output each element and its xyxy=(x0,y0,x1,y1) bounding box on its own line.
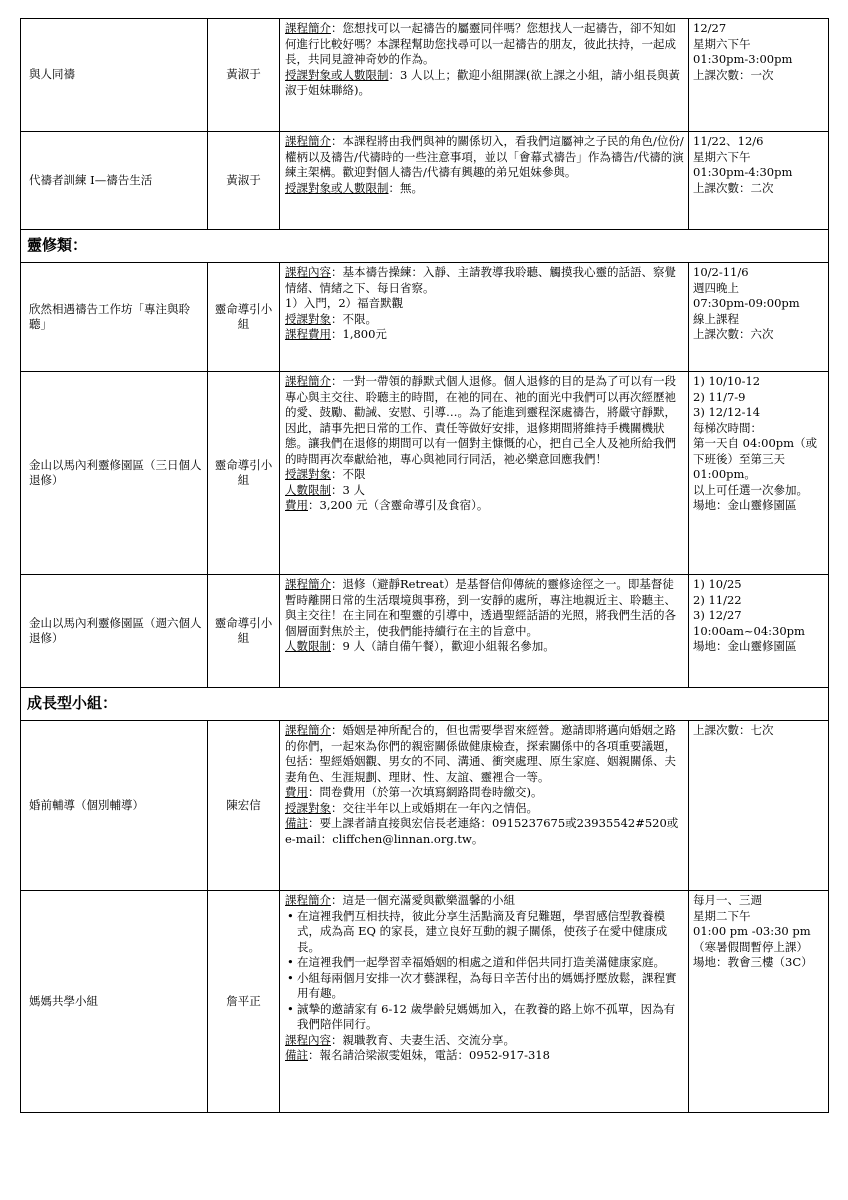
field-label: 課程簡介 xyxy=(285,21,331,35)
field-label: 課程內容 xyxy=(285,1032,331,1047)
field-text: ：這是一個充滿愛與歡樂溫馨的小組 xyxy=(331,893,515,907)
schedule-line: 10/2-11/6 xyxy=(693,265,749,279)
course-teacher: 黃淑于 xyxy=(208,19,280,132)
schedule-line: 3) 12/27 xyxy=(693,608,742,622)
field-text: ：您想找可以一起禱告的屬靈同伴嗎？您想找人一起禱告，卻不知如何進行比較好嗎？本課程幫助您找尋可以一起禱告的朋友，彼此扶持，一起成長，共同見證神奇妙的作為。 xyxy=(285,21,676,66)
course-name: 金山以馬內利靈修園區（三日個人退修） xyxy=(21,372,208,575)
field-label: 備註 xyxy=(285,816,308,830)
section-header-spiritual: 靈修類： xyxy=(21,230,829,263)
course-table xyxy=(20,18,829,1113)
field-text: ：退修（避靜Retreat）是基督信仰傳統的靈修途徑之一。即基督徒暫時離開日常的生活環境與事務，到一安靜的處所，專注地親近主、聆聽主、與主交往！在主同在和聖靈的引導中，透過聖經話語的光照，將我們生活的各個層面對焦於主，使我們能持續行在主的旨意中。 xyxy=(285,577,676,638)
course-name: 代禱者訓練 I—禱告生活 xyxy=(21,132,208,230)
description-paragraph xyxy=(285,181,684,197)
schedule-line: 01:30pm-4:30pm xyxy=(693,165,793,179)
course-schedule xyxy=(689,263,829,372)
field-text: ：9 人（請自備午餐），歡迎小組報名參加。 xyxy=(331,639,555,653)
field-label: 授課對象 xyxy=(285,800,331,815)
field-text: ：基本禱告操練：入靜、主請教導我聆聽、觸摸我心靈的話語、察覺情緒、情緒之下、每日省察。 xyxy=(285,265,676,295)
course-row xyxy=(21,132,829,230)
field-label: 課程簡介 xyxy=(285,893,331,907)
course-description xyxy=(280,372,689,575)
schedule-line: 10:00am~04:30pm xyxy=(693,623,805,638)
schedule-line: 1) 10/25 xyxy=(693,577,742,591)
course-row xyxy=(21,575,829,688)
course-row xyxy=(21,263,829,372)
field-label: 課程簡介 xyxy=(285,374,331,388)
description-paragraph xyxy=(285,801,684,817)
description-paragraph xyxy=(285,467,684,483)
course-teacher: 陳宏信 xyxy=(208,721,280,891)
description-paragraph xyxy=(285,374,684,467)
schedule-line: 01:30pm-3:00pm xyxy=(693,52,793,66)
course-schedule xyxy=(689,19,829,132)
field-label: 課程簡介 xyxy=(285,723,331,737)
course-row xyxy=(21,19,829,132)
course-name: 與人同禱 xyxy=(21,19,208,132)
schedule-line: 3) 12/12-14 xyxy=(693,405,761,419)
course-teacher: 黃淑于 xyxy=(208,132,280,230)
schedule-line: 場地：教會三樓（3C） xyxy=(693,955,813,969)
field-text: ：一對一帶領的靜默式個人退修。個人退修的目的是為了可以有一段專心與主交往、聆聽主的時間，在祂的同在、祂的面光中我們可以再次經歷祂的愛、鼓勵、勸誡、安慰、引導…。為了能進到靈程深處禱告，將嚴守靜默，因此，請事先把日常的工作、責任等做好安排，退修期間將維持手機關機狀態。讓我們在退修的期間可以有一個對主慷慨的心，把自己全人及祂所給我們的時間再次奉獻給祂，專心與祂同行同活，祂必樂意回應我們！ xyxy=(285,374,676,466)
description-paragraph xyxy=(285,134,684,181)
course-schedule xyxy=(689,372,829,575)
course-name: 金山以馬內利靈修園區（週六個人退修） xyxy=(21,575,208,688)
schedule-line: 上課次數：一次 xyxy=(693,67,774,82)
course-teacher: 詹平正 xyxy=(208,891,280,1113)
schedule-line: 11/22、12/6 xyxy=(693,134,764,148)
course-schedule xyxy=(689,132,829,230)
course-name: 媽媽共學小組 xyxy=(21,891,208,1113)
description-paragraph xyxy=(285,816,684,847)
description-paragraph xyxy=(285,723,684,785)
description-paragraph xyxy=(285,483,684,499)
schedule-line: 01:00 pm -03:30 pm xyxy=(693,924,811,938)
description-paragraph xyxy=(285,639,684,655)
bullet-item: • 在這裡我們一起學習幸福婚姻的相處之道和伴侶共同打造美滿健康家庭。 xyxy=(285,955,684,971)
field-text: ：無。 xyxy=(388,180,423,195)
field-text: ：婚姻是神所配合的，但也需要學習來經營。邀請即將邁向婚姻之路的你們，一起來為你們的親密關係做健康檢查，探索關係中的各項重要議題，包括：聖經婚姻觀、男女的不同、溝通、衝突處理、原生家庭、姻親關係、夫妻角色、生涯規劃、理財、性、友誼、靈裡合一等。 xyxy=(285,723,676,784)
schedule-line: 1) 10/10-12 xyxy=(693,374,761,388)
field-text: 1）入門，2）福音默觀 xyxy=(285,296,404,310)
schedule-line: 上課次數：六次 xyxy=(693,327,774,341)
section-header-growth: 成長型小組： xyxy=(21,688,829,721)
field-label: 授課對象 xyxy=(285,467,331,481)
field-label: 課程內容 xyxy=(285,265,331,279)
field-label: 授課對象或人數限制 xyxy=(285,180,389,195)
schedule-line: 2) 11/7-9 xyxy=(693,389,746,404)
schedule-line: 場地：金山靈修園區 xyxy=(693,639,797,653)
course-schedule xyxy=(689,575,829,688)
schedule-line: 上課次數：七次 xyxy=(693,723,774,737)
course-name: 婚前輔導（個別輔導） xyxy=(21,721,208,891)
course-teacher: 靈命導引小組 xyxy=(208,263,280,372)
description-paragraph xyxy=(285,327,684,343)
section-header-row xyxy=(21,688,829,721)
description-paragraph xyxy=(285,785,684,801)
schedule-line: 2) 11/22 xyxy=(693,592,742,607)
bullet-item: • 誠摯的邀請家有 6-12 歲學齡兒媽媽加入，在教養的路上妳不孤單，因為有我們陪伴同行。 xyxy=(285,1002,684,1033)
description-paragraph xyxy=(285,577,684,639)
description-paragraph xyxy=(285,296,684,312)
course-description xyxy=(280,263,689,372)
description-paragraph xyxy=(285,68,684,99)
description-paragraph xyxy=(285,893,684,909)
field-text: ：交往半年以上或婚期在一年內之情侶。 xyxy=(331,800,538,815)
field-text: ：要上課者請直接與宏信長老連絡：0915237675或23935542#520或e-mail：cliffchen@linnan.org.tw。 xyxy=(285,816,679,846)
field-text: ：本課程將由我們與神的關係切入，看我們這屬神之子民的角色/位份/權柄以及禱告/代禱時的一些注意事項，並以「會幕式禱告」作為禱告/代禱的演練主架構。歡迎對個人禱告/代禱有興趣的弟兄姐妹參與。 xyxy=(285,134,684,179)
bullet-item: • 小組每兩個月安排一次才藝課程，為每日辛苦付出的媽媽抒壓放鬆，課程實用有趣。 xyxy=(285,971,684,1002)
course-description xyxy=(280,19,689,132)
schedule-line: 上課次數：二次 xyxy=(693,180,774,195)
course-row xyxy=(21,372,829,575)
field-text: ：不限 xyxy=(331,467,366,481)
field-label: 費用 xyxy=(285,785,308,799)
schedule-line: 星期二下午 xyxy=(693,908,751,923)
field-label: 課程費用 xyxy=(285,327,331,341)
schedule-line: （寒暑假間暫停上課） xyxy=(693,939,808,954)
description-paragraph xyxy=(285,1033,684,1049)
field-text: ：3,200 元（含靈命導引及食宿）。 xyxy=(308,498,489,512)
schedule-line: 場地：金山靈修園區 xyxy=(693,498,797,512)
course-row xyxy=(21,891,829,1113)
field-text: ：報名請洽梁淑雯姐妹，電話：0952-917-318 xyxy=(308,1048,550,1062)
course-description xyxy=(280,132,689,230)
course-description xyxy=(280,721,689,891)
schedule-line: 星期六下午 xyxy=(693,36,751,51)
schedule-line: 每月一、三週 xyxy=(693,893,762,907)
field-label: 人數限制 xyxy=(285,482,331,497)
field-label: 授課對象或人數限制 xyxy=(285,67,389,82)
schedule-line: 每梯次時間： xyxy=(693,420,762,435)
schedule-line: 以上可任選一次參加。 xyxy=(693,482,808,497)
course-description xyxy=(280,575,689,688)
course-description xyxy=(280,891,689,1113)
schedule-line: 第一天自 04:00pm（或下班後）至第三天 01:00pm。 xyxy=(693,436,818,481)
schedule-line: 07:30pm-09:00pm xyxy=(693,296,800,310)
field-text: ：不限。 xyxy=(331,311,377,326)
description-paragraph xyxy=(285,498,684,514)
description-paragraph xyxy=(285,312,684,328)
course-name: 欣然相遇禱告工作坊「專注與聆聽」 xyxy=(21,263,208,372)
bullet-item: • 在這裡我們互相扶持，彼此分享生活點滴及育兒難題，學習感信型教養模式，成為高 EQ 的家長，建立良好互動的親子關係，使孩子在愛中健康成長。 xyxy=(285,909,684,956)
field-label: 課程簡介 xyxy=(285,577,331,591)
description-paragraph xyxy=(285,21,684,68)
field-label: 人數限制 xyxy=(285,639,331,653)
section-header-row xyxy=(21,230,829,263)
description-paragraph xyxy=(285,1048,684,1064)
field-text: ：親職教育、夫妻生活、交流分享。 xyxy=(331,1032,515,1047)
field-text: ：3 人以上；歡迎小組開課(欲上課之小組，請小組長與黃淑于姐妹聯絡)。 xyxy=(285,67,680,97)
field-label: 課程簡介 xyxy=(285,134,331,148)
schedule-line: 12/27 xyxy=(693,21,727,35)
field-text: ：問卷費用（於第一次填寫網路問卷時繳交)。 xyxy=(308,785,543,799)
course-table-page xyxy=(20,18,828,1113)
field-label: 授課對象 xyxy=(285,311,331,326)
schedule-line: 星期六下午 xyxy=(693,149,751,164)
field-text: ：3 人 xyxy=(331,482,365,497)
field-text: ：1,800元 xyxy=(331,327,387,341)
field-label: 備註 xyxy=(285,1048,308,1062)
course-row xyxy=(21,721,829,891)
course-teacher: 靈命導引小組 xyxy=(208,575,280,688)
course-schedule xyxy=(689,891,829,1113)
course-schedule xyxy=(689,721,829,891)
description-paragraph xyxy=(285,265,684,296)
bullet-list xyxy=(285,909,684,1033)
field-label: 費用 xyxy=(285,498,308,512)
schedule-line: 週四晚上 xyxy=(693,280,739,295)
course-teacher: 靈命導引小組 xyxy=(208,372,280,575)
schedule-line: 線上課程 xyxy=(693,311,739,326)
